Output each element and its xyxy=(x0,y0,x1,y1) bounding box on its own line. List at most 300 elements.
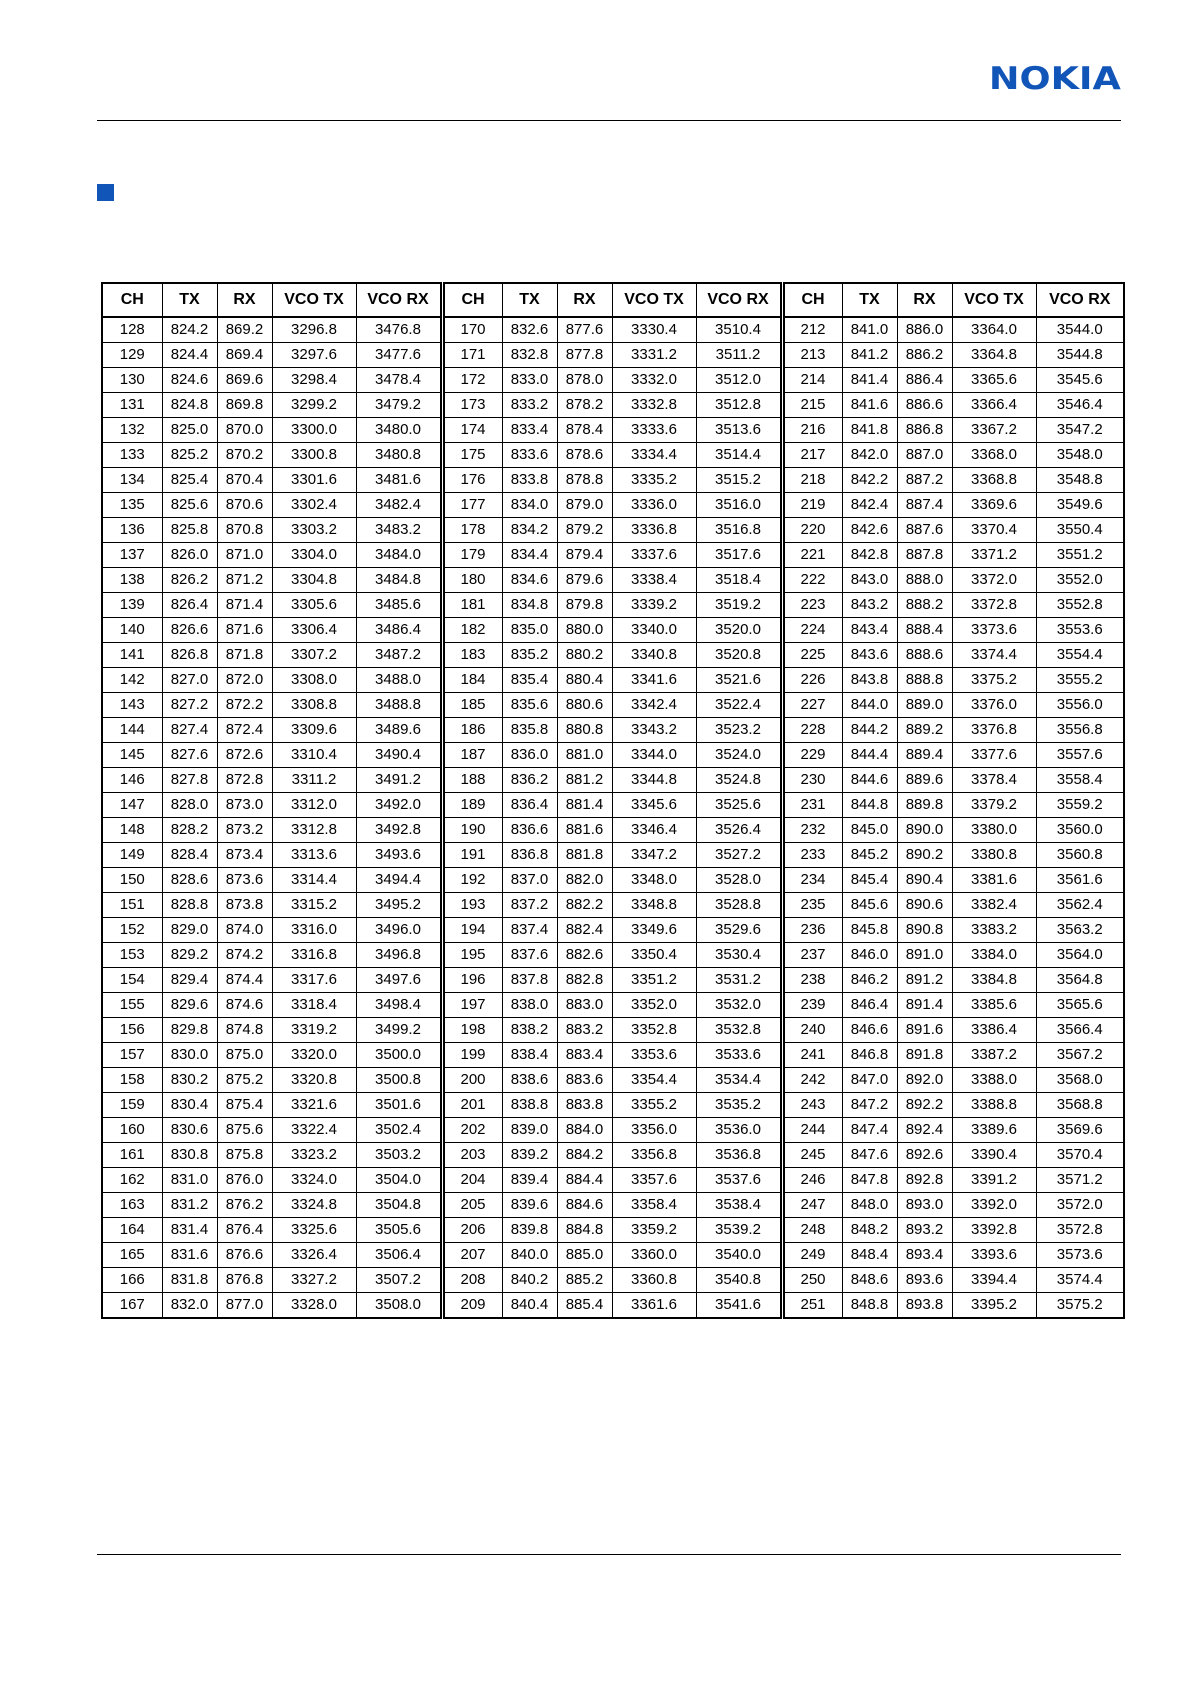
table-cell: 178 xyxy=(442,518,502,543)
table-cell: 144 xyxy=(102,718,162,743)
table-cell: 134 xyxy=(102,468,162,493)
table-cell: 883.2 xyxy=(557,1018,612,1043)
table-cell: 3492.0 xyxy=(356,793,442,818)
table-cell: 199 xyxy=(442,1043,502,1068)
table-cell: 871.8 xyxy=(217,643,272,668)
table-row xyxy=(102,1018,1124,1043)
table-cell: 889.4 xyxy=(897,743,952,768)
table-cell: 884.0 xyxy=(557,1118,612,1143)
table-cell: 833.2 xyxy=(502,393,557,418)
table-cell: 233 xyxy=(782,843,842,868)
table-cell: 139 xyxy=(102,593,162,618)
table-cell: 3558.4 xyxy=(1036,768,1124,793)
table-cell: 886.8 xyxy=(897,418,952,443)
table-cell: 841.8 xyxy=(842,418,897,443)
table-cell: 3354.4 xyxy=(612,1068,696,1093)
table-cell: 873.4 xyxy=(217,843,272,868)
table-cell: 3544.8 xyxy=(1036,343,1124,368)
table-cell: 888.4 xyxy=(897,618,952,643)
table-cell: 3341.6 xyxy=(612,668,696,693)
table-row xyxy=(102,317,1124,343)
table-cell: 839.0 xyxy=(502,1118,557,1143)
table-cell: 3554.4 xyxy=(1036,643,1124,668)
table-cell: 3551.2 xyxy=(1036,543,1124,568)
table-cell: 3350.4 xyxy=(612,943,696,968)
table-cell: 871.0 xyxy=(217,543,272,568)
table-cell: 885.4 xyxy=(557,1293,612,1319)
table-cell: 3375.2 xyxy=(952,668,1036,693)
table-cell: 3487.2 xyxy=(356,643,442,668)
table-cell: 833.6 xyxy=(502,443,557,468)
table-cell: 879.2 xyxy=(557,518,612,543)
table-row xyxy=(102,1068,1124,1093)
table-cell: 3334.4 xyxy=(612,443,696,468)
table-cell: 874.8 xyxy=(217,1018,272,1043)
table-row xyxy=(102,1218,1124,1243)
table-cell: 3333.6 xyxy=(612,418,696,443)
table-cell: 141 xyxy=(102,643,162,668)
table-cell: 870.6 xyxy=(217,493,272,518)
table-cell: 201 xyxy=(442,1093,502,1118)
table-cell: 828.4 xyxy=(162,843,217,868)
table-cell: 3532.8 xyxy=(696,1018,782,1043)
table-cell: 197 xyxy=(442,993,502,1018)
table-cell: 825.8 xyxy=(162,518,217,543)
table-cell: 223 xyxy=(782,593,842,618)
table-cell: 3328.0 xyxy=(272,1293,356,1319)
table-row xyxy=(102,393,1124,418)
table-cell: 890.6 xyxy=(897,893,952,918)
table-cell: 880.2 xyxy=(557,643,612,668)
column-header: VCO RX xyxy=(696,283,782,317)
footer-divider xyxy=(97,1554,1121,1555)
table-cell: 880.0 xyxy=(557,618,612,643)
table-cell: 3527.2 xyxy=(696,843,782,868)
table-cell: 3339.2 xyxy=(612,593,696,618)
table-cell: 240 xyxy=(782,1018,842,1043)
table-cell: 874.2 xyxy=(217,943,272,968)
table-cell: 3304.8 xyxy=(272,568,356,593)
table-cell: 875.2 xyxy=(217,1068,272,1093)
table-cell: 164 xyxy=(102,1218,162,1243)
table-cell: 882.2 xyxy=(557,893,612,918)
table-cell: 830.0 xyxy=(162,1043,217,1068)
table-cell: 891.0 xyxy=(897,943,952,968)
table-cell: 843.0 xyxy=(842,568,897,593)
table-cell: 3571.2 xyxy=(1036,1168,1124,1193)
table-cell: 843.6 xyxy=(842,643,897,668)
table-cell: 148 xyxy=(102,818,162,843)
table-cell: 3377.6 xyxy=(952,743,1036,768)
table-row xyxy=(102,1093,1124,1118)
table-cell: 3491.2 xyxy=(356,768,442,793)
table-cell: 3552.0 xyxy=(1036,568,1124,593)
table-cell: 3502.4 xyxy=(356,1118,442,1143)
table-cell: 3548.8 xyxy=(1036,468,1124,493)
table-cell: 3370.4 xyxy=(952,518,1036,543)
table-cell: 200 xyxy=(442,1068,502,1093)
table-cell: 846.8 xyxy=(842,1043,897,1068)
table-cell: 163 xyxy=(102,1193,162,1218)
table-cell: 207 xyxy=(442,1243,502,1268)
table-cell: 147 xyxy=(102,793,162,818)
table-cell: 3364.8 xyxy=(952,343,1036,368)
table-cell: 830.4 xyxy=(162,1093,217,1118)
table-cell: 827.2 xyxy=(162,693,217,718)
table-cell: 887.2 xyxy=(897,468,952,493)
table-cell: 205 xyxy=(442,1193,502,1218)
table-cell: 835.6 xyxy=(502,693,557,718)
table-cell: 890.0 xyxy=(897,818,952,843)
table-row xyxy=(102,1118,1124,1143)
table-cell: 3319.2 xyxy=(272,1018,356,1043)
table-cell: 198 xyxy=(442,1018,502,1043)
table-cell: 3563.2 xyxy=(1036,918,1124,943)
table-cell: 875.0 xyxy=(217,1043,272,1068)
table-cell: 824.4 xyxy=(162,343,217,368)
table-cell: 3316.8 xyxy=(272,943,356,968)
table-cell: 3480.0 xyxy=(356,418,442,443)
table-cell: 3498.4 xyxy=(356,993,442,1018)
table-row xyxy=(102,718,1124,743)
table-cell: 884.6 xyxy=(557,1193,612,1218)
table-cell: 142 xyxy=(102,668,162,693)
table-cell: 3369.6 xyxy=(952,493,1036,518)
table-cell: 835.0 xyxy=(502,618,557,643)
table-cell: 834.6 xyxy=(502,568,557,593)
table-cell: 836.4 xyxy=(502,793,557,818)
table-cell: 881.6 xyxy=(557,818,612,843)
table-row xyxy=(102,543,1124,568)
table-cell: 3544.0 xyxy=(1036,317,1124,343)
table-cell: 847.4 xyxy=(842,1118,897,1143)
table-cell: 237 xyxy=(782,943,842,968)
table-cell: 824.8 xyxy=(162,393,217,418)
table-cell: 843.8 xyxy=(842,668,897,693)
table-cell: 881.4 xyxy=(557,793,612,818)
table-cell: 3565.6 xyxy=(1036,993,1124,1018)
table-row xyxy=(102,568,1124,593)
table-cell: 3499.2 xyxy=(356,1018,442,1043)
table-cell: 842.0 xyxy=(842,443,897,468)
table-cell: 877.0 xyxy=(217,1293,272,1319)
table-row xyxy=(102,343,1124,368)
table-cell: 3496.0 xyxy=(356,918,442,943)
table-cell: 875.6 xyxy=(217,1118,272,1143)
table-row xyxy=(102,443,1124,468)
table-cell: 3552.8 xyxy=(1036,593,1124,618)
table-cell: 195 xyxy=(442,943,502,968)
table-cell: 3388.8 xyxy=(952,1093,1036,1118)
table-cell: 3488.8 xyxy=(356,693,442,718)
table-cell: 3575.2 xyxy=(1036,1293,1124,1319)
table-cell: 227 xyxy=(782,693,842,718)
table-cell: 3495.2 xyxy=(356,893,442,918)
table-cell: 3530.4 xyxy=(696,943,782,968)
table-cell: 3347.2 xyxy=(612,843,696,868)
table-cell: 167 xyxy=(102,1293,162,1319)
table-cell: 884.2 xyxy=(557,1143,612,1168)
table-cell: 3321.6 xyxy=(272,1093,356,1118)
table-cell: 837.6 xyxy=(502,943,557,968)
table-cell: 3384.0 xyxy=(952,943,1036,968)
table-cell: 3540.8 xyxy=(696,1268,782,1293)
table-cell: 3392.8 xyxy=(952,1218,1036,1243)
table-cell: 831.2 xyxy=(162,1193,217,1218)
table-cell: 3308.0 xyxy=(272,668,356,693)
table-cell: 3548.0 xyxy=(1036,443,1124,468)
table-cell: 870.2 xyxy=(217,443,272,468)
table-cell: 156 xyxy=(102,1018,162,1043)
table-cell: 3536.0 xyxy=(696,1118,782,1143)
table-cell: 826.0 xyxy=(162,543,217,568)
table-cell: 882.4 xyxy=(557,918,612,943)
table-cell: 3393.6 xyxy=(952,1243,1036,1268)
table-cell: 3516.8 xyxy=(696,518,782,543)
table-cell: 888.8 xyxy=(897,668,952,693)
table-cell: 839.8 xyxy=(502,1218,557,1243)
table-cell: 835.2 xyxy=(502,643,557,668)
table-cell: 247 xyxy=(782,1193,842,1218)
table-cell: 3490.4 xyxy=(356,743,442,768)
table-cell: 138 xyxy=(102,568,162,593)
table-cell: 232 xyxy=(782,818,842,843)
table-row xyxy=(102,868,1124,893)
table-cell: 172 xyxy=(442,368,502,393)
table-cell: 239 xyxy=(782,993,842,1018)
table-cell: 3524.0 xyxy=(696,743,782,768)
table-cell: 204 xyxy=(442,1168,502,1193)
table-cell: 3368.8 xyxy=(952,468,1036,493)
table-cell: 841.6 xyxy=(842,393,897,418)
table-cell: 3309.6 xyxy=(272,718,356,743)
table-cell: 3547.2 xyxy=(1036,418,1124,443)
table-cell: 3344.8 xyxy=(612,768,696,793)
table-cell: 892.2 xyxy=(897,1093,952,1118)
table-cell: 873.0 xyxy=(217,793,272,818)
table-cell: 181 xyxy=(442,593,502,618)
table-cell: 3348.0 xyxy=(612,868,696,893)
table-cell: 3477.6 xyxy=(356,343,442,368)
table-cell: 213 xyxy=(782,343,842,368)
table-cell: 838.2 xyxy=(502,1018,557,1043)
table-cell: 3528.0 xyxy=(696,868,782,893)
table-cell: 883.4 xyxy=(557,1043,612,1068)
table-cell: 161 xyxy=(102,1143,162,1168)
table-cell: 893.2 xyxy=(897,1218,952,1243)
column-header: TX xyxy=(842,283,897,317)
table-row xyxy=(102,1293,1124,1319)
table-cell: 3557.6 xyxy=(1036,743,1124,768)
table-cell: 828.2 xyxy=(162,818,217,843)
table-cell: 3550.4 xyxy=(1036,518,1124,543)
table-cell: 875.4 xyxy=(217,1093,272,1118)
table-cell: 3541.6 xyxy=(696,1293,782,1319)
table-cell: 831.0 xyxy=(162,1168,217,1193)
table-cell: 881.2 xyxy=(557,768,612,793)
table-cell: 3313.6 xyxy=(272,843,356,868)
table-cell: 3555.2 xyxy=(1036,668,1124,693)
table-cell: 3340.8 xyxy=(612,643,696,668)
table-cell: 3372.0 xyxy=(952,568,1036,593)
table-cell: 886.6 xyxy=(897,393,952,418)
table-cell: 3381.6 xyxy=(952,868,1036,893)
table-cell: 153 xyxy=(102,943,162,968)
table-cell: 235 xyxy=(782,893,842,918)
table-cell: 872.2 xyxy=(217,693,272,718)
column-header: VCO RX xyxy=(1036,283,1124,317)
table-cell: 825.4 xyxy=(162,468,217,493)
table-cell: 216 xyxy=(782,418,842,443)
table-cell: 150 xyxy=(102,868,162,893)
table-cell: 3568.8 xyxy=(1036,1093,1124,1118)
table-cell: 845.0 xyxy=(842,818,897,843)
table-cell: 3385.6 xyxy=(952,993,1036,1018)
table-cell: 3514.4 xyxy=(696,443,782,468)
table-cell: 3300.8 xyxy=(272,443,356,468)
table-cell: 231 xyxy=(782,793,842,818)
table-cell: 171 xyxy=(442,343,502,368)
table-cell: 876.6 xyxy=(217,1243,272,1268)
table-cell: 3336.8 xyxy=(612,518,696,543)
table-cell: 215 xyxy=(782,393,842,418)
table-cell: 3545.6 xyxy=(1036,368,1124,393)
column-header: RX xyxy=(557,283,612,317)
table-cell: 157 xyxy=(102,1043,162,1068)
table-cell: 236 xyxy=(782,918,842,943)
table-cell: 151 xyxy=(102,893,162,918)
table-cell: 3389.6 xyxy=(952,1118,1036,1143)
table-cell: 179 xyxy=(442,543,502,568)
table-cell: 826.2 xyxy=(162,568,217,593)
table-cell: 827.6 xyxy=(162,743,217,768)
table-row xyxy=(102,518,1124,543)
table-cell: 145 xyxy=(102,743,162,768)
table-cell: 3483.2 xyxy=(356,518,442,543)
table-cell: 3521.6 xyxy=(696,668,782,693)
table-cell: 3361.6 xyxy=(612,1293,696,1319)
table-cell: 3504.0 xyxy=(356,1168,442,1193)
table-cell: 885.0 xyxy=(557,1243,612,1268)
table-cell: 3515.2 xyxy=(696,468,782,493)
table-cell: 871.2 xyxy=(217,568,272,593)
table-cell: 3534.4 xyxy=(696,1068,782,1093)
table-cell: 3494.4 xyxy=(356,868,442,893)
table-cell: 876.0 xyxy=(217,1168,272,1193)
table-cell: 847.0 xyxy=(842,1068,897,1093)
table-cell: 3540.0 xyxy=(696,1243,782,1268)
table-cell: 3303.2 xyxy=(272,518,356,543)
table-cell: 883.8 xyxy=(557,1093,612,1118)
table-cell: 3501.6 xyxy=(356,1093,442,1118)
table-cell: 3479.2 xyxy=(356,393,442,418)
column-header: TX xyxy=(502,283,557,317)
table-cell: 3504.8 xyxy=(356,1193,442,1218)
table-cell: 876.2 xyxy=(217,1193,272,1218)
table-cell: 3324.0 xyxy=(272,1168,356,1193)
table-cell: 847.2 xyxy=(842,1093,897,1118)
header-divider xyxy=(97,120,1121,121)
table-cell: 3360.0 xyxy=(612,1243,696,1268)
table-cell: 891.6 xyxy=(897,1018,952,1043)
column-header: VCO RX xyxy=(356,283,442,317)
table-cell: 884.4 xyxy=(557,1168,612,1193)
table-cell: 3331.2 xyxy=(612,343,696,368)
table-cell: 3484.8 xyxy=(356,568,442,593)
table-cell: 3537.6 xyxy=(696,1168,782,1193)
table-cell: 3327.2 xyxy=(272,1268,356,1293)
table-cell: 836.2 xyxy=(502,768,557,793)
table-cell: 872.6 xyxy=(217,743,272,768)
table-cell: 3304.0 xyxy=(272,543,356,568)
table-cell: 166 xyxy=(102,1268,162,1293)
table-cell: 842.8 xyxy=(842,543,897,568)
table-cell: 824.6 xyxy=(162,368,217,393)
table-cell: 3376.8 xyxy=(952,718,1036,743)
table-cell: 837.4 xyxy=(502,918,557,943)
table-cell: 170 xyxy=(442,317,502,343)
table-cell: 3352.0 xyxy=(612,993,696,1018)
table-cell: 188 xyxy=(442,768,502,793)
table-cell: 826.6 xyxy=(162,618,217,643)
table-cell: 893.0 xyxy=(897,1193,952,1218)
table-cell: 136 xyxy=(102,518,162,543)
table-cell: 3332.8 xyxy=(612,393,696,418)
table-cell: 824.2 xyxy=(162,317,217,343)
column-header: CH xyxy=(102,283,162,317)
table-cell: 874.4 xyxy=(217,968,272,993)
table-cell: 838.4 xyxy=(502,1043,557,1068)
table-cell: 834.0 xyxy=(502,493,557,518)
table-cell: 3564.8 xyxy=(1036,968,1124,993)
table-cell: 880.4 xyxy=(557,668,612,693)
table-cell: 885.2 xyxy=(557,1268,612,1293)
table-cell: 3568.0 xyxy=(1036,1068,1124,1093)
table-cell: 831.4 xyxy=(162,1218,217,1243)
table-cell: 3531.2 xyxy=(696,968,782,993)
table-cell: 870.0 xyxy=(217,418,272,443)
table-cell: 3335.2 xyxy=(612,468,696,493)
table-row xyxy=(102,1243,1124,1268)
table-cell: 3320.8 xyxy=(272,1068,356,1093)
table-cell: 3532.0 xyxy=(696,993,782,1018)
table-cell: 3337.6 xyxy=(612,543,696,568)
table-cell: 876.8 xyxy=(217,1268,272,1293)
table-cell: 183 xyxy=(442,643,502,668)
table-cell: 3553.6 xyxy=(1036,618,1124,643)
table-cell: 877.8 xyxy=(557,343,612,368)
column-header: RX xyxy=(217,283,272,317)
table-cell: 3528.8 xyxy=(696,893,782,918)
table-cell: 3518.4 xyxy=(696,568,782,593)
table-cell: 831.6 xyxy=(162,1243,217,1268)
table-row xyxy=(102,418,1124,443)
table-cell: 3380.8 xyxy=(952,843,1036,868)
table-row xyxy=(102,1168,1124,1193)
table-cell: 159 xyxy=(102,1093,162,1118)
table-cell: 839.2 xyxy=(502,1143,557,1168)
table-cell: 225 xyxy=(782,643,842,668)
table-cell: 3564.0 xyxy=(1036,943,1124,968)
table-cell: 3302.4 xyxy=(272,493,356,518)
table-cell: 3556.8 xyxy=(1036,718,1124,743)
table-cell: 836.0 xyxy=(502,743,557,768)
table-cell: 3488.0 xyxy=(356,668,442,693)
table-cell: 3520.8 xyxy=(696,643,782,668)
table-cell: 173 xyxy=(442,393,502,418)
table-cell: 3379.2 xyxy=(952,793,1036,818)
table-cell: 839.4 xyxy=(502,1168,557,1193)
